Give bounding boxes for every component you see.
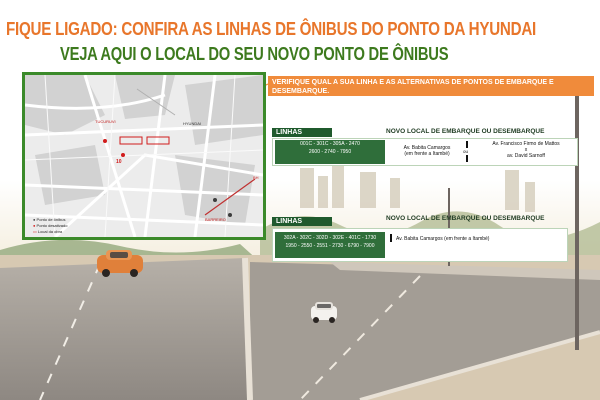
panel1-header — [272, 128, 332, 137]
panel2-divider — [390, 234, 392, 242]
panel2-header-label: LINHAS — [276, 218, 303, 225]
panel1-option-a — [392, 145, 462, 157]
map-streets — [25, 75, 263, 237]
panel1-lines-row2: 2600 - 2740 - 7950 — [308, 149, 352, 155]
map-label-barreiro: BARREIRO — [205, 217, 226, 222]
panel1-divider-top — [466, 141, 468, 148]
map-legend: ● Ponto de ônibus ● Ponto desativado ▭ Local da obra — [33, 217, 68, 234]
page-title: FIQUE LIGADO: CONFIRA AS LINHAS DE ÔNIBUS DO PONTO DA HYUNDAI — [6, 18, 537, 39]
panel1-column-title: NOVO LOCAL DE EMBARQUE OU DESEMBARQUE — [386, 128, 545, 135]
location-map — [22, 72, 266, 240]
panel2-lines — [275, 232, 385, 258]
map-label-bh: BH — [253, 175, 259, 180]
panel1-header-label: LINHAS — [276, 129, 303, 136]
panel2-lines-row2: 1950 - 2550 - 2551 - 2730 - 6790 - 7900 — [285, 243, 375, 249]
panel1-option-a-line2: (em frente a Itambé) — [404, 151, 450, 157]
panel1-option-b — [476, 141, 576, 159]
panel1-or: ou — [463, 149, 469, 154]
panel1-option-b-line1: Av. Francisco Firmo de Mattos — [492, 141, 560, 147]
panel2-lines-row1: 302A - 302C - 302D - 302E - 401C - 1730 — [283, 235, 377, 241]
panel2-column-title: NOVO LOCAL DE EMBARQUE OU DESEMBARQUE — [386, 215, 545, 222]
map-label-tucuruvi: TUCURUVI — [95, 119, 116, 124]
legend-bus-stop: Ponto de ônibus — [36, 217, 66, 222]
panel1-option-a-line1: Av. Babita Camargos — [403, 145, 451, 151]
panel2-header — [272, 217, 332, 226]
panel1-option-b-line2: av. David Sarnoff — [507, 153, 545, 159]
legend-disabled-stop: Ponto desativado — [36, 223, 68, 228]
legend-work-site: Local da obra — [37, 229, 63, 234]
panel1-lines-row1: 001C - 301C - 305A - 2470 — [300, 141, 360, 147]
panel1-option-b-x: x — [524, 147, 528, 153]
instructions-banner: VERIFIQUE QUAL A SUA LINHA E AS ALTERNATIVAS DE PONTOS DE EMBARQUE E DESEMBARQUE. — [268, 76, 594, 96]
page-subtitle: VEJA AQUI O LOCAL DO SEU NOVO PONTO DE ÔNIBUS — [60, 44, 449, 64]
panel1-divider-bottom — [466, 155, 468, 162]
panel2-location: Av. Babita Camargos (em frente a Itambé) — [396, 236, 490, 242]
map-stop-number: 10 — [116, 159, 122, 165]
map-label-hyundai: HYUNDAI — [183, 121, 202, 126]
panel1-lines — [275, 140, 385, 164]
